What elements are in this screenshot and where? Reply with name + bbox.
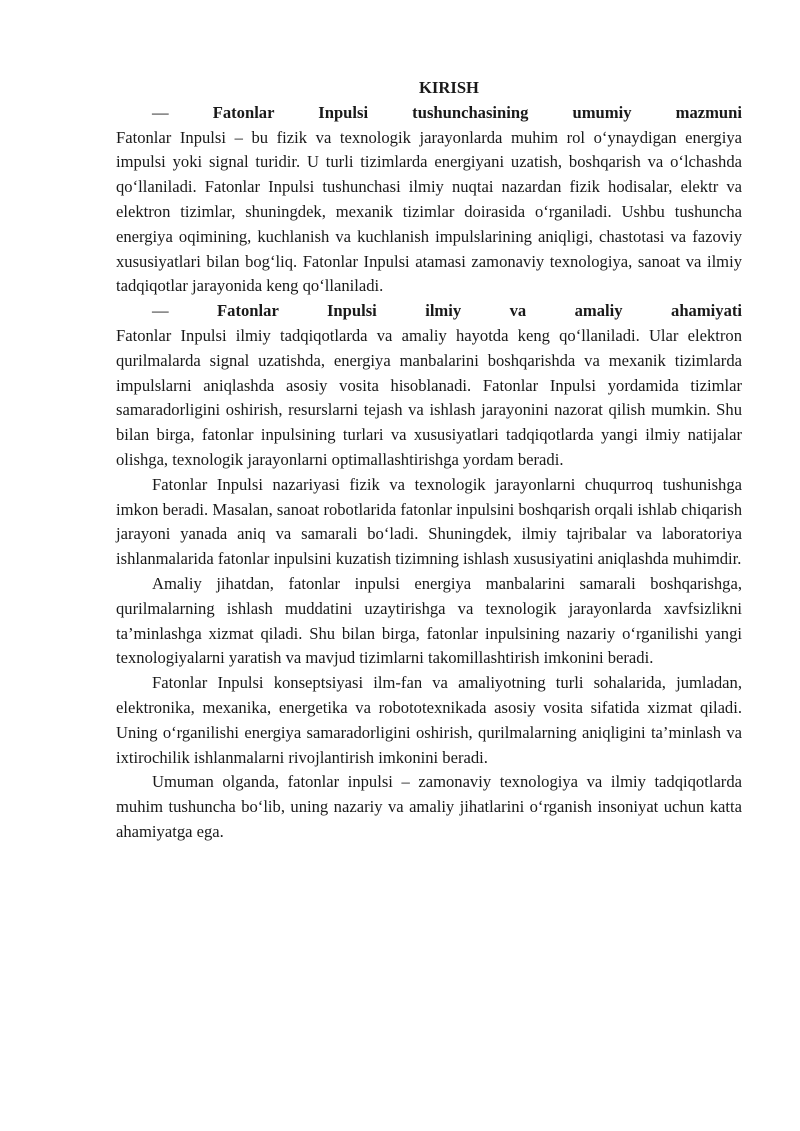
body-paragraph-1: Fatonlar Inpulsi nazariyasi fizik va texnologik jarayonlarni chuqurroq tushunishga imkon beradi. Masalan, sanoat robotlarida fatonlar inpulsini boshqarish orqali ishlab chiqarish jarayoni yanada aniq va samarali bo‘ladi. Shuningdek, ilmiy tajribalar va laboratoriya ishlanmalarida fatonlar inpulsini kuzatish tizimning ishlash xususiyatini aniqlashda muhimdir. [116, 474, 742, 569]
section-paragraph-1: Fatonlar Inpulsi – bu fizik va texnologik jarayonlarda muhim rol o‘ynaydigan energiya impulsi yoki signal turidir. U turli tizimlarda energiyani uzatish, boshqarish va o‘lchashda qo‘llaniladi. Fatonlar Inpulsi tushunchasi ilmiy nuqtai nazardan fizik hodisalar, elektr va elektron tizimlar, shuningdek, mexanik tizimlar doirasida o‘rganiladi. Ushbu tushuncha energiya oqimining, kuchlanish va kuchlanish impulslarining aniqligi, chastotasi va fazoviy xususiyatlari bilan bog‘liq. Fatonlar Inpulsi atamasi zamonaviy texnologiya, sanoat va ilmiy tadqiqotlar jarayonida keng qo‘llaniladi. [116, 127, 742, 296]
heading-dash: — [152, 102, 169, 122]
section-heading-2 [116, 299, 742, 324]
body-paragraph-4: Umuman olganda, fatonlar inpulsi – zamonaviy texnologiya va ilmiy tadqiqotlarda muhim tushuncha bo‘lib, uning nazariy va amaliy jihatlarini o‘rganish insoniyat uchun katta ahamiyatga ega. [116, 772, 742, 841]
body-paragraph-2: Amaliy jihatdan, fatonlar inpulsi energiya manbalarini samarali boshqarishga, qurilmalarning ishlash muddatini uzaytirishga va texnologik jarayonlarda xavfsizlikni ta’minlashga xizmat qiladi. Shu bilan birga, fatonlar inpulsining nazariy o‘rganilishi yangi texnologiyalarni yaratish va mavjud tizimlarni takomillashtirish imkonini beradi. [116, 573, 742, 668]
section-paragraph-2: Fatonlar Inpulsi ilmiy tadqiqotlarda va amaliy hayotda keng qo‘llaniladi. Ular elektron qurilmalarda signal uzatishda, energiya manbalarini boshqarishda va mexanik tizimlarda impulslarni aniqlashda asosiy vosita hisoblanadi. Fatonlar Inpulsi yordamida tizimlar samaradorligini oshirish, resurslarni tejash va ishlash jarayonini nazorat qilish mumkin. Shu bilan birga, fatonlar inpulsining turlari va xususiyatlari tadqiqotlarda yangi ilmiy natijalar olishga, texnologik jarayonlarni optimallashtirishga yordam beradi. [116, 325, 742, 469]
section-heading-text: Fatonlar Inpulsi tushunchasining umumiy mazmuni [212, 102, 742, 122]
document-page [116, 76, 742, 845]
section-heading-1 [116, 101, 742, 126]
heading-dash: — [152, 301, 169, 321]
body-paragraph-3: Fatonlar Inpulsi konseptsiyasi ilm-fan va amaliyotning turli sohalarida, jumladan, elektronika, mexanika, energetika va robototexnikada asosiy vosita sifatida xizmat qiladi. Uning o‘rganilishi energiya samaradorligini oshirish, qurilmalarning aniqligini ta’minlash va ixtirochilik ishlanmalarni rivojlantirish imkonini beradi. [116, 673, 742, 767]
document-title: KIRISH [419, 78, 479, 97]
section-heading-text: Fatonlar Inpulsi ilmiy va amaliy ahamiyati [217, 301, 743, 321]
